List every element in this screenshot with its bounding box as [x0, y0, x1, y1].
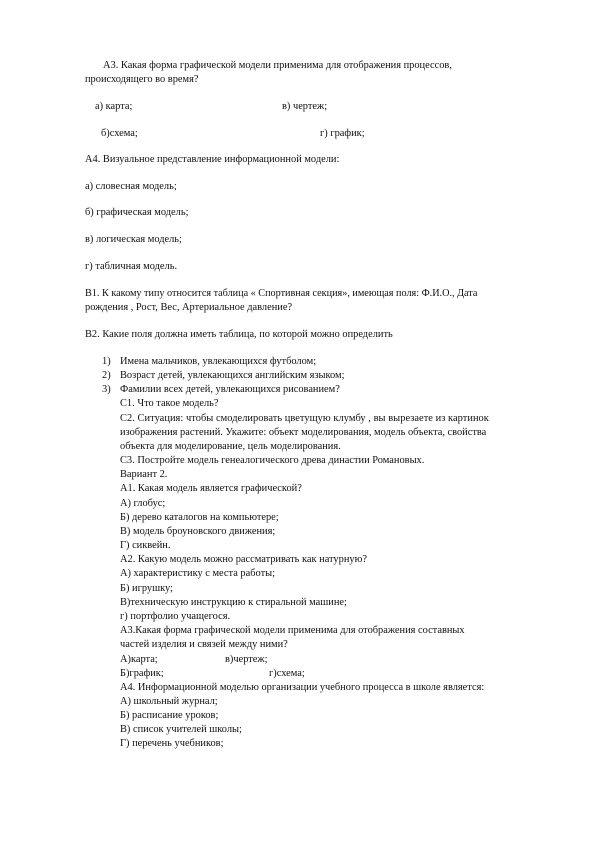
v2-a1-option-b: Б) дерево каталогов на компьютере; — [120, 512, 279, 523]
v2-a4-option-b: Б) расписание уроков; — [120, 710, 219, 721]
v2-a3-option-b: Б)график; — [120, 668, 164, 679]
list-item-1-text: Имена мальчиков, увлекающихся футболом; — [120, 356, 317, 367]
v2-a4-option-a: А) школьный журнал; — [120, 696, 218, 707]
a4-option-a: а) словесная модель; — [85, 181, 177, 192]
question-c2-line1: С2. Ситуация: чтобы смоделировать цветущую клумбу , вы вырезаете из картинок — [120, 413, 489, 424]
question-a3-line2: происходящего во время? — [85, 74, 199, 85]
a3-option-a: а) карта; — [95, 101, 133, 112]
v2-question-a3-line2: частей изделия и связей между ними? — [120, 639, 288, 650]
v2-a4-option-g: Г) перечень учебников; — [120, 738, 224, 749]
v2-a2-option-v: В)техническую инструкцию к стиральной машине; — [120, 597, 347, 608]
v2-question-a4: А4. Информационной моделью организации учебного процесса в школе является: — [120, 682, 485, 693]
v2-a2-option-a: А) характеристику с места работы; — [120, 568, 275, 579]
a3-option-v: в) чертеж; — [282, 101, 328, 112]
question-b2: В2. Какие поля должна иметь таблица, по которой можно определить — [85, 329, 393, 340]
v2-question-a1: А1. Какая модель является графической? — [120, 483, 302, 494]
v2-question-a3-line1: А3.Какая форма графической модели применима для отображения составных — [120, 625, 465, 636]
v2-a1-option-a: А) глобус; — [120, 498, 166, 509]
list-item-3-text: Фамилии всех детей, увлекающихся рисованием? — [120, 384, 340, 395]
list-item-3-number: 3) — [102, 384, 111, 395]
v2-a3-option-v: в)чертеж; — [225, 654, 268, 665]
list-item-1-number: 1) — [102, 356, 111, 367]
a4-option-v: в) логическая модель; — [85, 234, 182, 245]
v2-a4-option-v: В) список учителей школы; — [120, 724, 242, 735]
variant-heading: Вариант 2. — [120, 469, 168, 480]
v2-question-a2: А2. Какую модель можно рассматривать как натурную? — [120, 554, 367, 565]
question-c3: С3. Постройте модель генеалогического древа династии Романовых. — [120, 455, 425, 466]
question-c1: С1. Что такое модель? — [120, 398, 219, 409]
question-a3-line1: А3. Какая форма графической модели применима для отображения процессов, — [103, 60, 452, 71]
v2-a2-option-b: Б) игрушку; — [120, 583, 173, 594]
a3-option-b: б)схема; — [101, 128, 138, 139]
v2-a2-option-g: г) портфолио учащегося. — [120, 611, 231, 622]
question-b1-line1: В1. К какому типу относится таблица « Спортивная секция», имеющая поля: Ф.И.О., Дата — [85, 288, 478, 299]
question-b1-line2: рождения , Рост, Вес, Артериальное давление? — [85, 302, 293, 313]
question-c2-line3: объекта для моделирование, цель моделирования. — [120, 441, 341, 452]
a3-option-g: г) график; — [320, 128, 365, 139]
question-c2-line2: изображения растений. Укажите: объект моделирования, модель объекта, свойства — [120, 427, 487, 438]
question-a4: А4. Визуальное представление информационной модели: — [85, 154, 340, 165]
v2-a1-option-v: В) модель броуновского движения; — [120, 526, 276, 537]
list-item-2-number: 2) — [102, 370, 111, 381]
list-item-2-text: Возраст детей, увлекающихся английским языком; — [120, 370, 345, 381]
v2-a1-option-g: Г) сиквейн. — [120, 540, 171, 551]
a4-option-g: г) табличная модель. — [85, 261, 178, 272]
a4-option-b: б) графическая модель; — [85, 207, 189, 218]
v2-a3-option-a: А)карта; — [120, 654, 158, 665]
v2-a3-option-g: г)схема; — [269, 668, 305, 679]
